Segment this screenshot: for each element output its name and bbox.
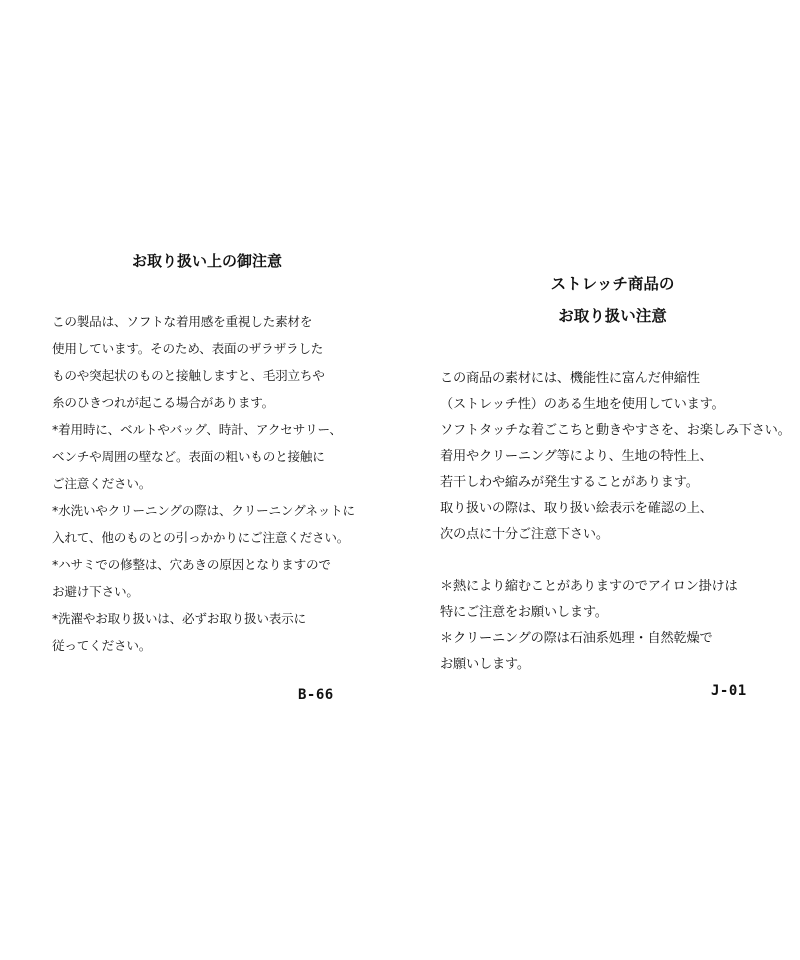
body-line: この商品の素材には、機能性に富んだ伸縮性 (440, 371, 700, 386)
body-line: ソフトタッチな着ごこちと動きやすさを、お楽しみ下さい。 (440, 423, 791, 438)
paragraph-gap (440, 548, 785, 574)
card-title-line-2: お取り扱い注意 (558, 307, 667, 325)
body-line: ものや突起状のものと接触しますと、毛羽立ちや (52, 368, 325, 383)
note-line: ＊熱により縮むことがありますのでアイロン掛けは (440, 579, 738, 594)
body-line: 入れて、他のものとの引っかかりにご注意ください。 (52, 530, 350, 545)
body-line: 次の点に十分ご注意下さい。 (440, 527, 609, 542)
body-line: ベンチや周囲の壁など。表面の粗いものと接触に (52, 449, 325, 464)
body-line: ご注意ください。 (52, 476, 152, 491)
body-line: 糸のひきつれが起こる場合があります。 (52, 395, 275, 410)
note-line: 特にご注意をお願いします。 (440, 605, 608, 620)
body-line: 使用しています。そのため、表面のザラザラした (52, 341, 324, 356)
product-code-left: B-66 (298, 687, 334, 703)
card-title-line-1: ストレッチ商品の (550, 275, 675, 293)
body-line: お避け下さい。 (52, 584, 139, 599)
body-line: *水洗いやクリーニングの際は、クリーニングネットに (52, 503, 355, 518)
body-line: *着用時に、ベルトやバッグ、時計、アクセサリー、 (52, 422, 342, 437)
body-line: 取り扱いの際は、取り扱い絵表示を確認の上、 (440, 501, 713, 516)
care-card-left (52, 250, 362, 659)
body-line: *洗濯やお取り扱いは、必ずお取り扱い表示に (52, 611, 306, 626)
care-card-right (440, 268, 791, 678)
note-line: ＊クリーニングの際は石油系処理・自然乾燥で (440, 631, 713, 646)
body-line: *ハサミでの修整は、穴あきの原因となりますので (52, 557, 331, 572)
body-line: この製品は、ソフトな着用感を重視した素材を (52, 314, 313, 329)
body-line: 従ってください。 (52, 638, 152, 653)
card-body (440, 366, 791, 678)
body-line: 若干しわや縮みが発生することがあります。 (440, 475, 699, 490)
product-code-right: J-01 (711, 683, 747, 699)
card-title: お取り扱い上の御注意 (131, 252, 282, 270)
card-body (52, 308, 362, 659)
body-line: （ストレッチ性）のある生地を使用しています。 (440, 397, 725, 412)
note-line: お願いします。 (440, 657, 530, 672)
body-line: 着用やクリーニング等により、生地の特性上、 (440, 449, 713, 464)
